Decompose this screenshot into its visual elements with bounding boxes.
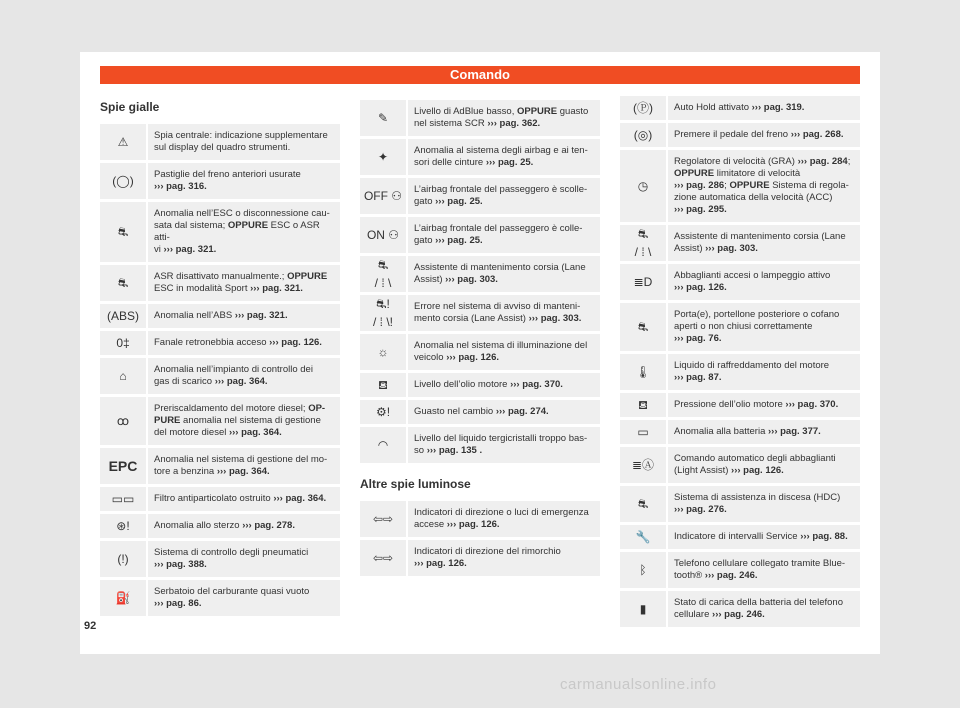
rows xyxy=(360,501,600,576)
warning-light-icon xyxy=(100,397,146,445)
warning-light-description xyxy=(408,540,600,576)
description-line: vi ››› pag. 321. xyxy=(154,244,217,255)
warning-light-description xyxy=(668,150,860,222)
description-line: Anomalia nel sistema di gestione del mo- xyxy=(154,454,328,465)
description-line: (Light Assist) ››› pag. 126. xyxy=(674,465,784,476)
warning-light-description xyxy=(148,265,340,301)
warning-light-row xyxy=(620,525,860,549)
description-line: tooth® ››› pag. 246. xyxy=(674,570,758,581)
warning-light-description xyxy=(668,552,860,588)
warning-light-description xyxy=(668,225,860,261)
warning-light-description xyxy=(148,163,340,199)
warning-light-row xyxy=(360,334,600,370)
warning-light-row xyxy=(360,400,600,424)
warning-light-description xyxy=(408,295,600,331)
description-line: Anomalia allo sterzo ››› pag. 278. xyxy=(154,520,295,531)
warning-light-icon xyxy=(620,303,666,351)
warning-light-description xyxy=(668,354,860,390)
warning-light-row xyxy=(620,150,860,222)
warning-light-description xyxy=(408,100,600,136)
column-right xyxy=(620,96,860,630)
warning-light-row xyxy=(620,447,860,483)
description-line: Anomalia alla batteria ››› pag. 377. xyxy=(674,426,821,437)
warning-light-icon xyxy=(360,295,406,331)
warning-light-description xyxy=(408,373,600,397)
description-line: Premere il pedale del freno ››› pag. 268. xyxy=(674,129,844,140)
warning-symbol-icon: (◯) xyxy=(112,174,134,188)
warning-light-icon xyxy=(620,591,666,627)
warning-light-row xyxy=(360,501,600,537)
page-number: 92 xyxy=(84,620,97,632)
description-line: Telefono cellulare collegato tramite Blue- xyxy=(674,558,846,569)
description-line: Regolatore di velocità (GRA) ››› pag. 284; xyxy=(674,156,851,167)
warning-light-description xyxy=(148,487,340,511)
warning-symbol-icon: (ABS) xyxy=(106,309,139,323)
warning-symbol-icon: ◠ xyxy=(377,438,389,452)
warning-light-row xyxy=(620,303,860,351)
description-line: zione automatica della velocità (ACC) xyxy=(674,192,833,203)
description-line: Sistema di controllo degli pneumatici xyxy=(154,547,309,558)
warning-light-icon xyxy=(360,100,406,136)
description-line: ASR disattivato manualmente.; OPPURE xyxy=(154,271,328,282)
warning-light-description xyxy=(408,178,600,214)
warning-symbol-icon: ✎ xyxy=(377,111,389,125)
warning-light-icon xyxy=(100,202,146,262)
lane-marking-icon: / ⁞ \ xyxy=(634,245,652,259)
description-line: ESC in modalità Sport ››› pag. 321. xyxy=(154,283,303,294)
warning-light-row xyxy=(620,591,860,627)
description-line: Preriscaldamento del motore diesel; OP- xyxy=(154,403,326,414)
description-line: Indicatori di direzione del rimorchio xyxy=(414,546,561,557)
warning-light-icon xyxy=(100,331,146,355)
warning-light-icon xyxy=(100,358,146,394)
description-line: ››› pag. 388. xyxy=(154,559,207,570)
warning-light-row xyxy=(100,163,340,199)
warning-symbol-icon: ✦ xyxy=(377,150,389,164)
description-line: OPPURE limitatore di velocità xyxy=(674,168,801,179)
warning-light-row xyxy=(100,304,340,328)
warning-light-row xyxy=(620,225,860,261)
warning-light-icon xyxy=(620,123,666,147)
lane-marking-icon: / ⁞ \! xyxy=(372,315,393,329)
warning-symbol-icon: (Ⓟ) xyxy=(633,101,653,115)
section-title-other: Altre spie luminose xyxy=(360,477,471,491)
description-line: tore a benzina ››› pag. 364. xyxy=(154,466,270,477)
warning-symbol-icon: (◎) xyxy=(633,128,653,142)
rows xyxy=(100,124,340,616)
warning-symbol-icon: ☼ xyxy=(377,345,389,359)
warning-symbol-icon: ⛐ xyxy=(637,320,649,334)
warning-symbol-icon: ⛐! xyxy=(376,297,390,311)
watermark: carmanualsonline.info xyxy=(560,676,717,693)
warning-light-row xyxy=(100,580,340,616)
warning-light-description xyxy=(668,525,860,549)
description-line: Anomalia nel sistema di illuminazione del xyxy=(414,340,588,351)
description-line: Indicatori di direzione o luci di emergenza xyxy=(414,507,589,518)
warning-light-row xyxy=(360,139,600,175)
description-line: sori delle cinture ››› pag. 25. xyxy=(414,157,534,168)
warning-light-icon xyxy=(100,163,146,199)
warning-symbol-icon: ⚙! xyxy=(375,405,391,419)
description-line: sata dal sistema; OPPURE ESC o ASR atti- xyxy=(154,220,320,243)
warning-light-row xyxy=(620,486,860,522)
warning-light-description xyxy=(148,124,340,160)
warning-light-description xyxy=(148,202,340,262)
description-line: nel sistema SCR ››› pag. 362. xyxy=(414,118,541,129)
description-line: gas di scarico ››› pag. 364. xyxy=(154,376,268,387)
description-line: mento corsia (Lane Assist) ››› pag. 303. xyxy=(414,313,582,324)
warning-light-row xyxy=(360,427,600,463)
warning-light-row xyxy=(620,393,860,417)
description-line: veicolo ››› pag. 126. xyxy=(414,352,500,363)
description-line: ››› pag. 126. xyxy=(674,282,727,293)
warning-symbol-icon: ⛐ xyxy=(117,276,129,290)
warning-light-icon xyxy=(360,178,406,214)
warning-symbol-icon: EPC xyxy=(108,458,138,474)
warning-light-icon xyxy=(620,354,666,390)
warning-light-row xyxy=(620,552,860,588)
description-line: ››› pag. 87. xyxy=(674,372,722,383)
warning-light-icon xyxy=(360,540,406,576)
description-line: Liquido di raffreddamento del motore xyxy=(674,360,830,371)
description-line: Livello del liquido tergicristalli troppo bas- xyxy=(414,433,588,444)
warning-light-description xyxy=(668,123,860,147)
warning-symbol-icon: (!) xyxy=(117,552,129,566)
warning-light-icon xyxy=(360,400,406,424)
warning-light-icon xyxy=(100,304,146,328)
warning-light-icon xyxy=(360,427,406,463)
warning-symbol-icon: 0‡ xyxy=(116,336,130,350)
description-line: Stato di carica della batteria del telefono xyxy=(674,597,843,608)
warning-light-description xyxy=(668,591,860,627)
warning-symbol-icon: OFF ⚇ xyxy=(363,189,403,203)
warning-light-description xyxy=(148,514,340,538)
warning-light-description xyxy=(668,96,860,120)
warning-symbol-icon: ⛾ xyxy=(378,378,388,392)
description-line: L’airbag frontale del passeggero è colle- xyxy=(414,223,583,234)
warning-light-row xyxy=(620,420,860,444)
warning-light-icon xyxy=(620,525,666,549)
warning-light-description xyxy=(408,139,600,175)
warning-symbol-icon: ꝏ xyxy=(116,414,130,428)
warning-light-icon xyxy=(360,139,406,175)
warning-light-description xyxy=(668,420,860,444)
description-line: Anomalia nell’ESC o disconnessione cau- xyxy=(154,208,330,219)
description-line: Serbatoio del carburante quasi vuoto xyxy=(154,586,310,597)
warning-light-icon xyxy=(360,217,406,253)
description-line: ››› pag. 76. xyxy=(674,333,722,344)
description-line: del motore diesel ››› pag. 364. xyxy=(154,427,282,438)
warning-light-row xyxy=(620,123,860,147)
description-line: Pressione dell’olio motore ››› pag. 370. xyxy=(674,399,839,410)
warning-symbol-icon: ⇦⇨ xyxy=(372,551,394,565)
warning-light-icon xyxy=(100,487,146,511)
description-line: Fanale retronebbia acceso ››› pag. 126. xyxy=(154,337,322,348)
warning-symbol-icon: ⚠ xyxy=(117,135,129,149)
warning-light-row xyxy=(360,178,600,214)
warning-symbol-icon: ▭▭ xyxy=(111,492,135,506)
description-line: Livello di AdBlue basso, OPPURE guasto xyxy=(414,106,589,117)
description-line: L’airbag frontale del passeggero è scolle- xyxy=(414,184,588,195)
warning-symbol-icon: ▭ xyxy=(637,425,649,439)
warning-light-row xyxy=(100,541,340,577)
description-line: ››› pag. 86. xyxy=(154,598,202,609)
warning-light-row xyxy=(360,373,600,397)
warning-symbol-icon: ⇦⇨ xyxy=(372,512,394,526)
description-line: Sistema di assistenza in discesa (HDC) xyxy=(674,492,841,503)
warning-light-row xyxy=(360,217,600,253)
warning-light-icon xyxy=(620,225,666,261)
warning-light-description xyxy=(408,427,600,463)
column-middle xyxy=(360,100,600,579)
description-line: aperti o non chiusi correttamente xyxy=(674,321,813,332)
rows xyxy=(620,96,860,627)
warning-symbol-icon: ▮ xyxy=(639,602,647,616)
warning-light-description xyxy=(668,264,860,300)
warning-light-description xyxy=(668,447,860,483)
description-line: so ››› pag. 135 . xyxy=(414,445,483,456)
warning-symbol-icon: ᛒ xyxy=(639,563,647,577)
warning-light-row xyxy=(100,448,340,484)
description-line: Spia centrale: indicazione supplementare xyxy=(154,130,328,141)
warning-symbol-icon: ⛐ xyxy=(117,225,129,239)
description-line: Anomalia nell’ABS ››› pag. 321. xyxy=(154,310,288,321)
warning-light-row xyxy=(360,540,600,576)
warning-light-icon xyxy=(620,393,666,417)
warning-light-icon xyxy=(360,334,406,370)
warning-symbol-icon: ON ⚇ xyxy=(366,228,400,242)
warning-symbol-icon: ⛽ xyxy=(115,591,131,605)
description-line: Guasto nel cambio ››› pag. 274. xyxy=(414,406,549,417)
warning-light-description xyxy=(668,303,860,351)
column-left xyxy=(100,96,340,619)
description-line: gato ››› pag. 25. xyxy=(414,235,483,246)
description-line: cellulare ››› pag. 246. xyxy=(674,609,765,620)
warning-light-icon xyxy=(100,124,146,160)
description-line: Abbaglianti accesi o lampeggio attivo xyxy=(674,270,831,281)
description-line: ››› pag. 126. xyxy=(414,558,467,569)
warning-light-row xyxy=(360,256,600,292)
warning-light-icon xyxy=(100,514,146,538)
description-line: Assistente di mantenimento corsia (Lane xyxy=(674,231,846,242)
description-line: Errore nel sistema di avviso di manteni- xyxy=(414,301,581,312)
description-line: Assistente di mantenimento corsia (Lane xyxy=(414,262,586,273)
warning-light-icon xyxy=(620,264,666,300)
warning-light-row xyxy=(100,331,340,355)
description-line: ››› pag. 276. xyxy=(674,504,727,515)
warning-symbol-icon: ⛐ xyxy=(637,497,649,511)
warning-symbol-icon: 🌡 xyxy=(635,365,651,379)
warning-light-icon xyxy=(620,447,666,483)
section-title-yellow: Spie gialle xyxy=(100,100,160,114)
warning-symbol-icon: ⛾ xyxy=(638,398,648,412)
warning-light-description xyxy=(148,331,340,355)
warning-light-description xyxy=(148,541,340,577)
warning-light-description xyxy=(408,400,600,424)
description-line: gato ››› pag. 25. xyxy=(414,196,483,207)
warning-light-row xyxy=(100,514,340,538)
warning-light-description xyxy=(408,256,600,292)
description-line: Assist) ››› pag. 303. xyxy=(674,243,758,254)
warning-symbol-icon: ⛐ xyxy=(377,258,389,272)
warning-light-icon xyxy=(100,448,146,484)
warning-light-row xyxy=(360,100,600,136)
warning-light-description xyxy=(668,486,860,522)
warning-light-description xyxy=(148,304,340,328)
warning-symbol-icon: ⛐ xyxy=(637,227,649,241)
rows xyxy=(360,100,600,463)
warning-light-description xyxy=(148,397,340,445)
warning-light-icon xyxy=(620,552,666,588)
warning-light-row xyxy=(100,397,340,445)
warning-light-description xyxy=(148,358,340,394)
description-line: ››› pag. 316. xyxy=(154,181,207,192)
warning-light-description xyxy=(408,217,600,253)
warning-light-row xyxy=(620,96,860,120)
warning-light-icon xyxy=(620,486,666,522)
warning-symbol-icon: ⊛! xyxy=(116,519,130,533)
description-line: accese ››› pag. 126. xyxy=(414,519,500,530)
description-line: Porta(e), portellone posteriore o cofano xyxy=(674,309,840,320)
description-line: Assist) ››› pag. 303. xyxy=(414,274,498,285)
warning-light-icon xyxy=(360,256,406,292)
page-header: Comando xyxy=(100,66,860,84)
warning-light-icon xyxy=(360,373,406,397)
description-line: PURE anomalia nel sistema di gestione xyxy=(154,415,321,426)
warning-light-description xyxy=(408,501,600,537)
description-line: Livello dell’olio motore ››› pag. 370. xyxy=(414,379,563,390)
warning-symbol-icon: ◷ xyxy=(637,179,649,193)
warning-light-description xyxy=(148,580,340,616)
description-line: Pastiglie del freno anteriori usurate xyxy=(154,169,301,180)
warning-light-icon xyxy=(100,541,146,577)
warning-light-icon xyxy=(620,150,666,222)
description-line: Auto Hold attivato ››› pag. 319. xyxy=(674,102,805,113)
description-line: Indicatore di intervalli Service ››› pag. 88. xyxy=(674,531,848,542)
description-line: ››› pag. 286; OPPURE Sistema di regola- xyxy=(674,180,849,191)
description-line: Filtro antiparticolato ostruito ››› pag. 364. xyxy=(154,493,327,504)
warning-light-row xyxy=(620,354,860,390)
description-line: Comando automatico degli abbaglianti xyxy=(674,453,836,464)
warning-light-description xyxy=(408,334,600,370)
description-line: ››› pag. 295. xyxy=(674,204,727,215)
lane-marking-icon: / ⁞ \ xyxy=(374,276,392,290)
description-line: Anomalia nell’impianto di controllo dei xyxy=(154,364,313,375)
warning-light-description xyxy=(148,448,340,484)
warning-light-description xyxy=(668,393,860,417)
warning-light-row xyxy=(100,265,340,301)
warning-light-row xyxy=(100,358,340,394)
warning-symbol-icon: 🔧 xyxy=(635,530,651,544)
warning-light-icon xyxy=(620,96,666,120)
warning-light-icon xyxy=(620,420,666,444)
warning-symbol-icon: ≣Ⓐ xyxy=(631,458,655,472)
warning-light-row xyxy=(100,202,340,262)
description-line: sul display del quadro strumenti. xyxy=(154,142,291,153)
warning-symbol-icon: ≣D xyxy=(633,275,653,289)
warning-light-row xyxy=(100,487,340,511)
warning-light-icon xyxy=(100,265,146,301)
warning-light-row xyxy=(100,124,340,160)
warning-symbol-icon: ⌂ xyxy=(119,369,127,383)
warning-light-icon xyxy=(100,580,146,616)
warning-light-row xyxy=(620,264,860,300)
description-line: Anomalia al sistema degli airbag e ai ten- xyxy=(414,145,588,156)
warning-light-row xyxy=(360,295,600,331)
warning-light-icon xyxy=(360,501,406,537)
